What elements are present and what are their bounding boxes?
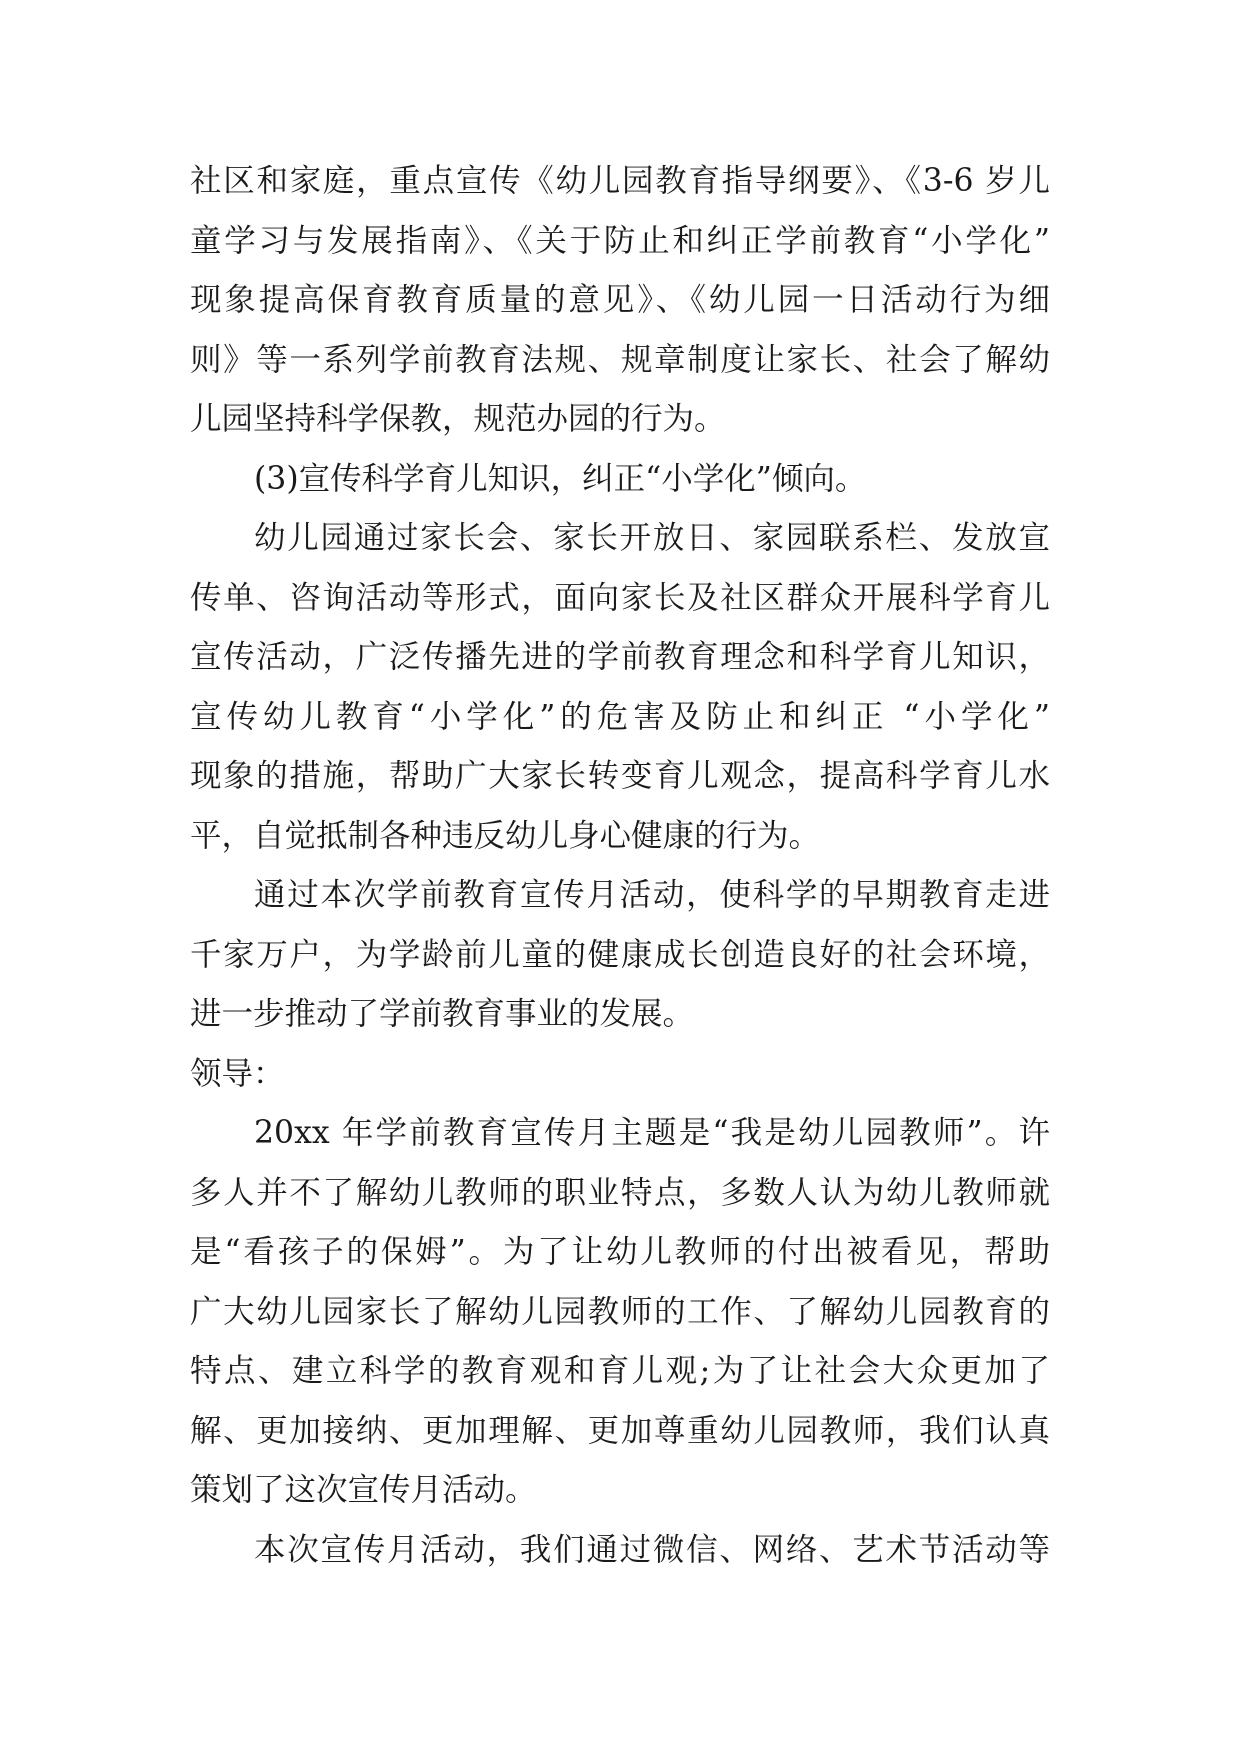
text-line: 儿园坚持科学保教，规范办园的行为。 (190, 401, 726, 437)
text-line: 宣传活动，广泛传播先进的学前教育理念和科学育儿知识， (190, 639, 1050, 675)
text-line: (3)宣传科学育儿知识，纠正“小学化”倾向。 (254, 460, 867, 497)
text-line: 是“看孩子的保姆”。为了让幼儿教师的付出被看见，帮助 (190, 1234, 1050, 1270)
text-line: 特点、建立科学的教育观和育儿观;为了让社会大众更加了 (190, 1353, 1050, 1389)
text-line: 千家万户，为学龄前儿童的健康成长创造良好的社会环境， (190, 936, 1050, 973)
text-line: 则》等一系列学前教育法规、规章制度让家长、社会了解幼 (190, 341, 1050, 378)
text-line: 解、更加接纳、更加理解、更加尊重幼儿园教师，我们认真 (190, 1412, 1050, 1449)
text-line: 宣传幼儿教育“小学化”的危害及防止和纠正 “小学化” (190, 698, 1050, 735)
document-body (190, 152, 1050, 1580)
text-line: 现象的措施，帮助广大家长转变育儿观念，提高科学育儿水 (190, 758, 1050, 794)
text-line: 传单、咨询活动等形式，面向家长及社区群众开展科学育儿 (190, 579, 1050, 616)
text-line: 平，自觉抵制各种违反幼儿身心健康的行为。 (190, 817, 821, 854)
text-line: 进一步推动了学前教育事业的发展。 (190, 996, 695, 1032)
text-line: 通过本次学前教育宣传月活动，使科学的早期教育走进 (254, 877, 1050, 913)
text-line: 本次宣传月活动，我们通过微信、网络、艺术节活动等 (254, 1531, 1050, 1568)
text-line: 多人并不了解幼儿教师的职业特点，多数人认为幼儿教师就 (190, 1174, 1050, 1211)
text-line: 幼儿园通过家长会、家长开放日、家园联系栏、发放宣 (254, 520, 1050, 556)
text-line: 现象提高保育教育质量的意见》、《幼儿园一日活动行为细 (190, 282, 1050, 318)
text-line: 20xx 年学前教育宣传月主题是“我是幼儿园教师”。许 (254, 1115, 1050, 1151)
text-line: 策划了这次宣传月活动。 (190, 1472, 537, 1508)
text-line: 童学习与发展指南》、《关于防止和纠正学前教育“小学化” (190, 222, 1050, 259)
section-heading: 领导： (190, 1055, 285, 1092)
text-line: 社区和家庭，重点宣传《幼儿园教育指导纲要》、《3-6 岁儿 (190, 163, 1050, 199)
text-line: 广大幼儿园家长了解幼儿园教师的工作、了解幼儿园教育的 (190, 1293, 1050, 1330)
